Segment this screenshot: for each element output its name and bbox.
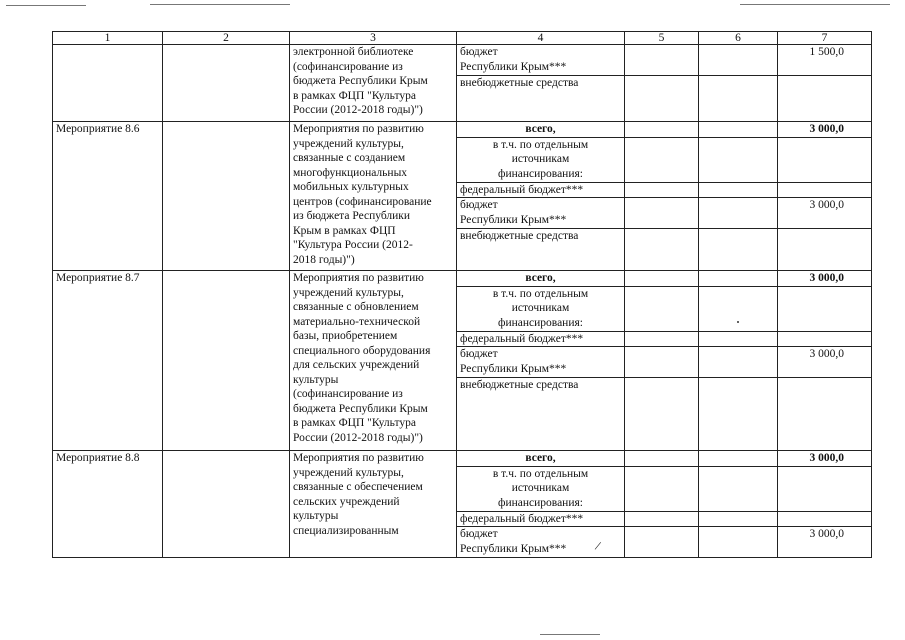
amount-value xyxy=(778,511,872,527)
value-cell xyxy=(699,45,778,76)
value-cell xyxy=(699,347,778,378)
column-2-cell xyxy=(163,451,290,558)
value-cell xyxy=(625,122,699,138)
funding-source-total: всего, xyxy=(457,271,625,287)
column-2-cell xyxy=(163,45,290,122)
scan-mark-top-right xyxy=(740,4,890,5)
funding-source: бюджет Республики Крым*** xyxy=(457,198,625,229)
value-cell xyxy=(699,76,778,122)
value-cell xyxy=(699,511,778,527)
scan-mark-bottom xyxy=(540,634,600,635)
column-number: 5 xyxy=(625,32,699,45)
funding-source-total: всего, xyxy=(457,122,625,138)
funding-source-total: всего, xyxy=(457,451,625,467)
value-cell xyxy=(699,137,778,182)
funding-source: внебюджетные средства xyxy=(457,76,625,122)
amount-value xyxy=(778,378,872,451)
measure-id: Мероприятие 8.6 xyxy=(53,122,163,271)
value-cell xyxy=(625,347,699,378)
value-cell xyxy=(699,378,778,451)
amount-value: 3 000,0 xyxy=(778,271,872,287)
column-number: 2 xyxy=(163,32,290,45)
funding-source: бюджет Республики Крым*** xyxy=(457,45,625,76)
value-cell xyxy=(699,466,778,511)
column-2-cell xyxy=(163,122,290,271)
amount-value xyxy=(778,466,872,511)
funding-source: в т.ч. по отдельным источникам финансирования: xyxy=(457,137,625,182)
column-number: 3 xyxy=(290,32,457,45)
funding-source: федеральный бюджет*** xyxy=(457,331,625,347)
funding-source: федеральный бюджет*** xyxy=(457,511,625,527)
amount-value xyxy=(778,76,872,122)
value-cell xyxy=(699,451,778,467)
budget-table xyxy=(52,31,872,558)
column-number: 7 xyxy=(778,32,872,45)
measure-description: Мероприятия по развитию учреждений культуры, связанные с обеспечением сельских учреждений культуры специализированным xyxy=(290,451,457,558)
value-cell xyxy=(699,527,778,558)
amount-value xyxy=(778,229,872,271)
funding-source: бюджет Республики Крым*** xyxy=(457,347,625,378)
column-number-row xyxy=(53,32,872,45)
measure-id: Мероприятие 8.7 xyxy=(53,271,163,451)
column-number: 6 xyxy=(699,32,778,45)
amount-value: 1 500,0 xyxy=(778,45,872,76)
value-cell xyxy=(625,511,699,527)
value-cell xyxy=(699,229,778,271)
measure-description: Мероприятия по развитию учреждений культуры, связанные с созданием многофункциональных мобильных культурных центров (софинансирование из бюджета Республики Крым в рамках ФЦП "Культура России (2012- 2018 годы)") xyxy=(290,122,457,271)
funding-source: внебюджетные средства xyxy=(457,378,625,451)
value-cell xyxy=(625,271,699,287)
column-2-cell xyxy=(163,271,290,451)
amount-value: 3 000,0 xyxy=(778,122,872,138)
column-number: 4 xyxy=(457,32,625,45)
value-cell xyxy=(625,331,699,347)
funding-source: в т.ч. по отдельным источникам финансирования: xyxy=(457,466,625,511)
value-cell xyxy=(625,229,699,271)
value-cell xyxy=(625,198,699,229)
value-cell xyxy=(625,45,699,76)
value-cell xyxy=(699,271,778,287)
amount-value: 3 000,0 xyxy=(778,527,872,558)
funding-source: в т.ч. по отдельным источникам финансирования: xyxy=(457,286,625,331)
measure-id-cell xyxy=(53,45,163,122)
amount-value: 3 000,0 xyxy=(778,347,872,378)
value-cell xyxy=(699,198,778,229)
measure-description: электронной библиотеке (софинансирование из бюджета Республики Крым в рамках ФЦП "Культура России (2012-2018 годы)") xyxy=(290,45,457,122)
value-cell xyxy=(625,378,699,451)
measure-description: Мероприятия по развитию учреждений культуры, связанные с обновлением материально-технической базы, приобретением специального оборудования для сельских учреждений культуры (софинансирование из бюджета Республики Крым в рамках ФЦП "Культура России (2012-2018 годы)") xyxy=(290,271,457,451)
scan-mark-top-mid xyxy=(150,4,290,5)
amount-value xyxy=(778,182,872,198)
measure-id: Мероприятие 8.8 xyxy=(53,451,163,558)
amount-value xyxy=(778,286,872,331)
table-row xyxy=(53,45,872,76)
value-cell xyxy=(625,466,699,511)
amount-value: 3 000,0 xyxy=(778,198,872,229)
value-cell xyxy=(699,182,778,198)
value-cell xyxy=(625,137,699,182)
value-cell xyxy=(699,286,778,331)
value-cell xyxy=(625,76,699,122)
amount-value xyxy=(778,331,872,347)
table-row xyxy=(53,122,872,138)
funding-source: внебюджетные средства xyxy=(457,229,625,271)
value-cell xyxy=(699,331,778,347)
table-row xyxy=(53,451,872,467)
amount-value: 3 000,0 xyxy=(778,451,872,467)
value-cell xyxy=(625,527,699,558)
scan-mark-top-left xyxy=(6,5,86,6)
amount-value xyxy=(778,137,872,182)
value-cell xyxy=(625,182,699,198)
value-cell xyxy=(699,122,778,138)
funding-source: бюджет Республики Крым*** xyxy=(457,527,625,558)
funding-source: федеральный бюджет*** xyxy=(457,182,625,198)
column-number: 1 xyxy=(53,32,163,45)
table-row xyxy=(53,271,872,287)
pen-tick-mark: / xyxy=(593,537,603,554)
value-cell xyxy=(625,451,699,467)
value-cell xyxy=(625,286,699,331)
